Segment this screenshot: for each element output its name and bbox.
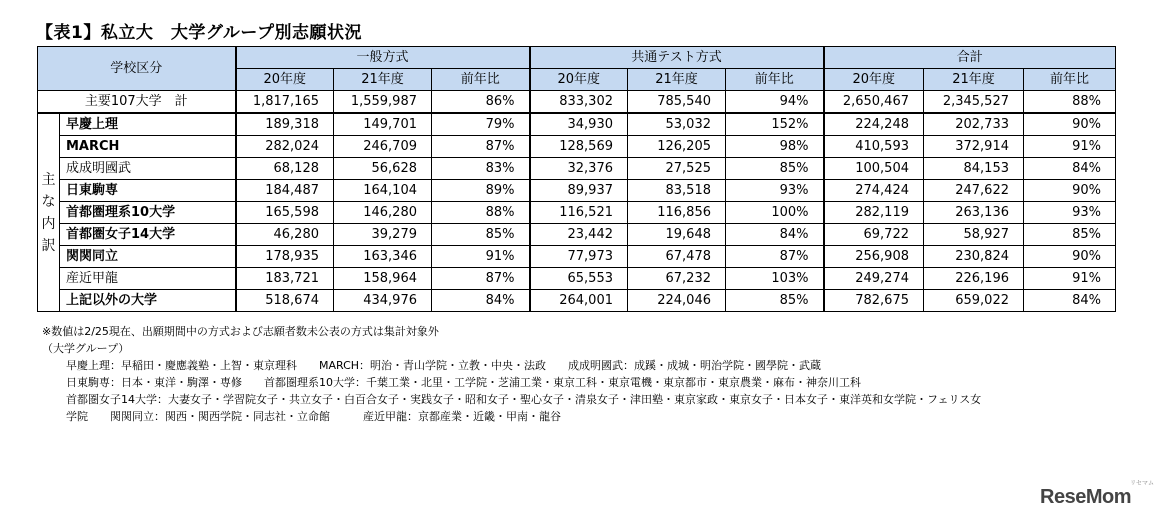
cell: 833,302	[530, 91, 628, 114]
cell: 249,274	[824, 268, 924, 290]
row-label: 日東駒専	[60, 180, 236, 202]
applicant-table	[37, 46, 1116, 312]
cell: 85%	[432, 224, 530, 246]
cell: 274,424	[824, 180, 924, 202]
cell: 98%	[726, 136, 824, 158]
cell: 85%	[726, 158, 824, 180]
cell: 782,675	[824, 290, 924, 312]
cell: 178,935	[236, 246, 334, 268]
cell: 410,593	[824, 136, 924, 158]
cell: 1,559,987	[334, 91, 432, 114]
cell: 785,540	[628, 91, 726, 114]
sub-header: 前年比	[726, 69, 824, 91]
cell: 84%	[1024, 158, 1116, 180]
note-line: 早慶上理：早稲田・慶應義塾・上智・東京理科 MARCH：明治・青山学院・立教・中央・法政 成成明國武：成蹊・成城・明治学院・國學院・武蔵	[66, 359, 822, 372]
row-label: 上記以外の大学	[60, 290, 236, 312]
cell: 94%	[726, 91, 824, 114]
cell: 89%	[432, 180, 530, 202]
sub-header: 21年度	[924, 69, 1024, 91]
sub-header: 前年比	[432, 69, 530, 91]
sub-header: 21年度	[334, 69, 432, 91]
cell: 224,046	[628, 290, 726, 312]
cell: 116,856	[628, 202, 726, 224]
cell: 116,521	[530, 202, 628, 224]
cell: 100%	[726, 202, 824, 224]
cell: 184,487	[236, 180, 334, 202]
note-line: 首都圏女子14大学：大妻女子・学習院女子・共立女子・白百合女子・実践女子・昭和女子・聖心女子・清泉女子・津田塾・東京家政・東京女子・日本女子・東洋英和女学院・フェリス女	[66, 393, 982, 406]
logo-subtext: リセマム	[1130, 480, 1154, 487]
table-row	[38, 136, 1116, 158]
table-row	[38, 113, 1116, 136]
cell: 224,248	[824, 113, 924, 136]
cell: 87%	[432, 268, 530, 290]
cell: 103%	[726, 268, 824, 290]
group-header-common-test: 共通テスト方式	[530, 47, 824, 69]
cell: 93%	[726, 180, 824, 202]
cell: 46,280	[236, 224, 334, 246]
cell: 85%	[726, 290, 824, 312]
cell: 126,205	[628, 136, 726, 158]
cell: 247,622	[924, 180, 1024, 202]
cell: 90%	[1024, 113, 1116, 136]
resemom-logo: ReseMom	[1040, 486, 1131, 508]
table-row	[38, 290, 1116, 312]
cell: 67,232	[628, 268, 726, 290]
row-label: MARCH	[60, 136, 236, 158]
cell: 87%	[726, 246, 824, 268]
note-line: ※数値は2/25現在、出願期間中の方式および志願者数未公表の方式は集計対象外	[42, 325, 439, 338]
table-row	[38, 158, 1116, 180]
row-label: 関関同立	[60, 246, 236, 268]
cell: 202,733	[924, 113, 1024, 136]
row-label: 成成明國武	[60, 158, 236, 180]
cell: 69,722	[824, 224, 924, 246]
cell: 84%	[432, 290, 530, 312]
cell: 68,128	[236, 158, 334, 180]
sub-header: 20年度	[824, 69, 924, 91]
cell: 282,024	[236, 136, 334, 158]
cell: 58,927	[924, 224, 1024, 246]
cell: 34,930	[530, 113, 628, 136]
table-row	[38, 224, 1116, 246]
cell: 79%	[432, 113, 530, 136]
cell: 2,345,527	[924, 91, 1024, 114]
cell: 19,648	[628, 224, 726, 246]
cell: 23,442	[530, 224, 628, 246]
note-line: 学院 関関同立：関西・関西学院・同志社・立命館 産近甲龍：京都産業・近畿・甲南・龍谷	[66, 410, 561, 423]
cell: 84,153	[924, 158, 1024, 180]
notes	[42, 323, 981, 425]
sub-header: 前年比	[1024, 69, 1116, 91]
cell: 88%	[432, 202, 530, 224]
cell: 183,721	[236, 268, 334, 290]
row-label: 産近甲龍	[60, 268, 236, 290]
cell: 89,937	[530, 180, 628, 202]
cell: 434,976	[334, 290, 432, 312]
cell: 65,553	[530, 268, 628, 290]
table-row	[38, 246, 1116, 268]
note-line: （大学グループ）	[42, 342, 130, 355]
cell: 91%	[1024, 268, 1116, 290]
cell: 146,280	[334, 202, 432, 224]
cell: 256,908	[824, 246, 924, 268]
cell: 83,518	[628, 180, 726, 202]
cell: 163,346	[334, 246, 432, 268]
cell: 149,701	[334, 113, 432, 136]
cell: 56,628	[334, 158, 432, 180]
cell: 86%	[432, 91, 530, 114]
cell: 88%	[1024, 91, 1116, 114]
cell: 263,136	[924, 202, 1024, 224]
cell: 372,914	[924, 136, 1024, 158]
cell: 152%	[726, 113, 824, 136]
cell: 53,032	[628, 113, 726, 136]
side-label: 主な内訳	[38, 113, 60, 312]
cell: 90%	[1024, 246, 1116, 268]
cell: 91%	[432, 246, 530, 268]
cell: 158,964	[334, 268, 432, 290]
row-label: 首都圏女子14大学	[60, 224, 236, 246]
page-title: 【表1】私立大 大学グループ別志願状況	[36, 23, 362, 43]
cell: 39,279	[334, 224, 432, 246]
sub-header: 20年度	[236, 69, 334, 91]
cell: 27,525	[628, 158, 726, 180]
table-row	[38, 180, 1116, 202]
cell: 100,504	[824, 158, 924, 180]
cell: 264,001	[530, 290, 628, 312]
cell: 164,104	[334, 180, 432, 202]
row-label: 首都圏理系10大学	[60, 202, 236, 224]
cell: 226,196	[924, 268, 1024, 290]
cell: 87%	[432, 136, 530, 158]
cell: 83%	[432, 158, 530, 180]
cell: 67,478	[628, 246, 726, 268]
total-row	[38, 91, 1116, 114]
cell: 659,022	[924, 290, 1024, 312]
group-header-total: 合計	[824, 47, 1116, 69]
cell: 518,674	[236, 290, 334, 312]
table-row	[38, 268, 1116, 290]
cell: 84%	[1024, 290, 1116, 312]
cell: 282,119	[824, 202, 924, 224]
cell: 93%	[1024, 202, 1116, 224]
note-line: 日東駒専：日本・東洋・駒澤・専修 首都圏理系10大学：千葉工業・北里・工学院・芝浦工業・東京工科・東京電機・東京都市・東京農業・麻布・神奈川工科	[66, 376, 861, 389]
header-row-1	[38, 47, 1116, 69]
cell: 128,569	[530, 136, 628, 158]
cell: 85%	[1024, 224, 1116, 246]
row-label: 主要107大学 計	[38, 91, 236, 114]
cell: 230,824	[924, 246, 1024, 268]
cell: 90%	[1024, 180, 1116, 202]
cell: 32,376	[530, 158, 628, 180]
cell: 1,817,165	[236, 91, 334, 114]
table-row	[38, 202, 1116, 224]
sub-header: 20年度	[530, 69, 628, 91]
cell: 189,318	[236, 113, 334, 136]
cell: 84%	[726, 224, 824, 246]
cell: 77,973	[530, 246, 628, 268]
sub-header: 21年度	[628, 69, 726, 91]
cell: 165,598	[236, 202, 334, 224]
group-header-general: 一般方式	[236, 47, 530, 69]
cell: 2,650,467	[824, 91, 924, 114]
school-category-header: 学校区分	[38, 47, 236, 91]
cell: 91%	[1024, 136, 1116, 158]
row-label: 早慶上理	[60, 113, 236, 136]
cell: 246,709	[334, 136, 432, 158]
